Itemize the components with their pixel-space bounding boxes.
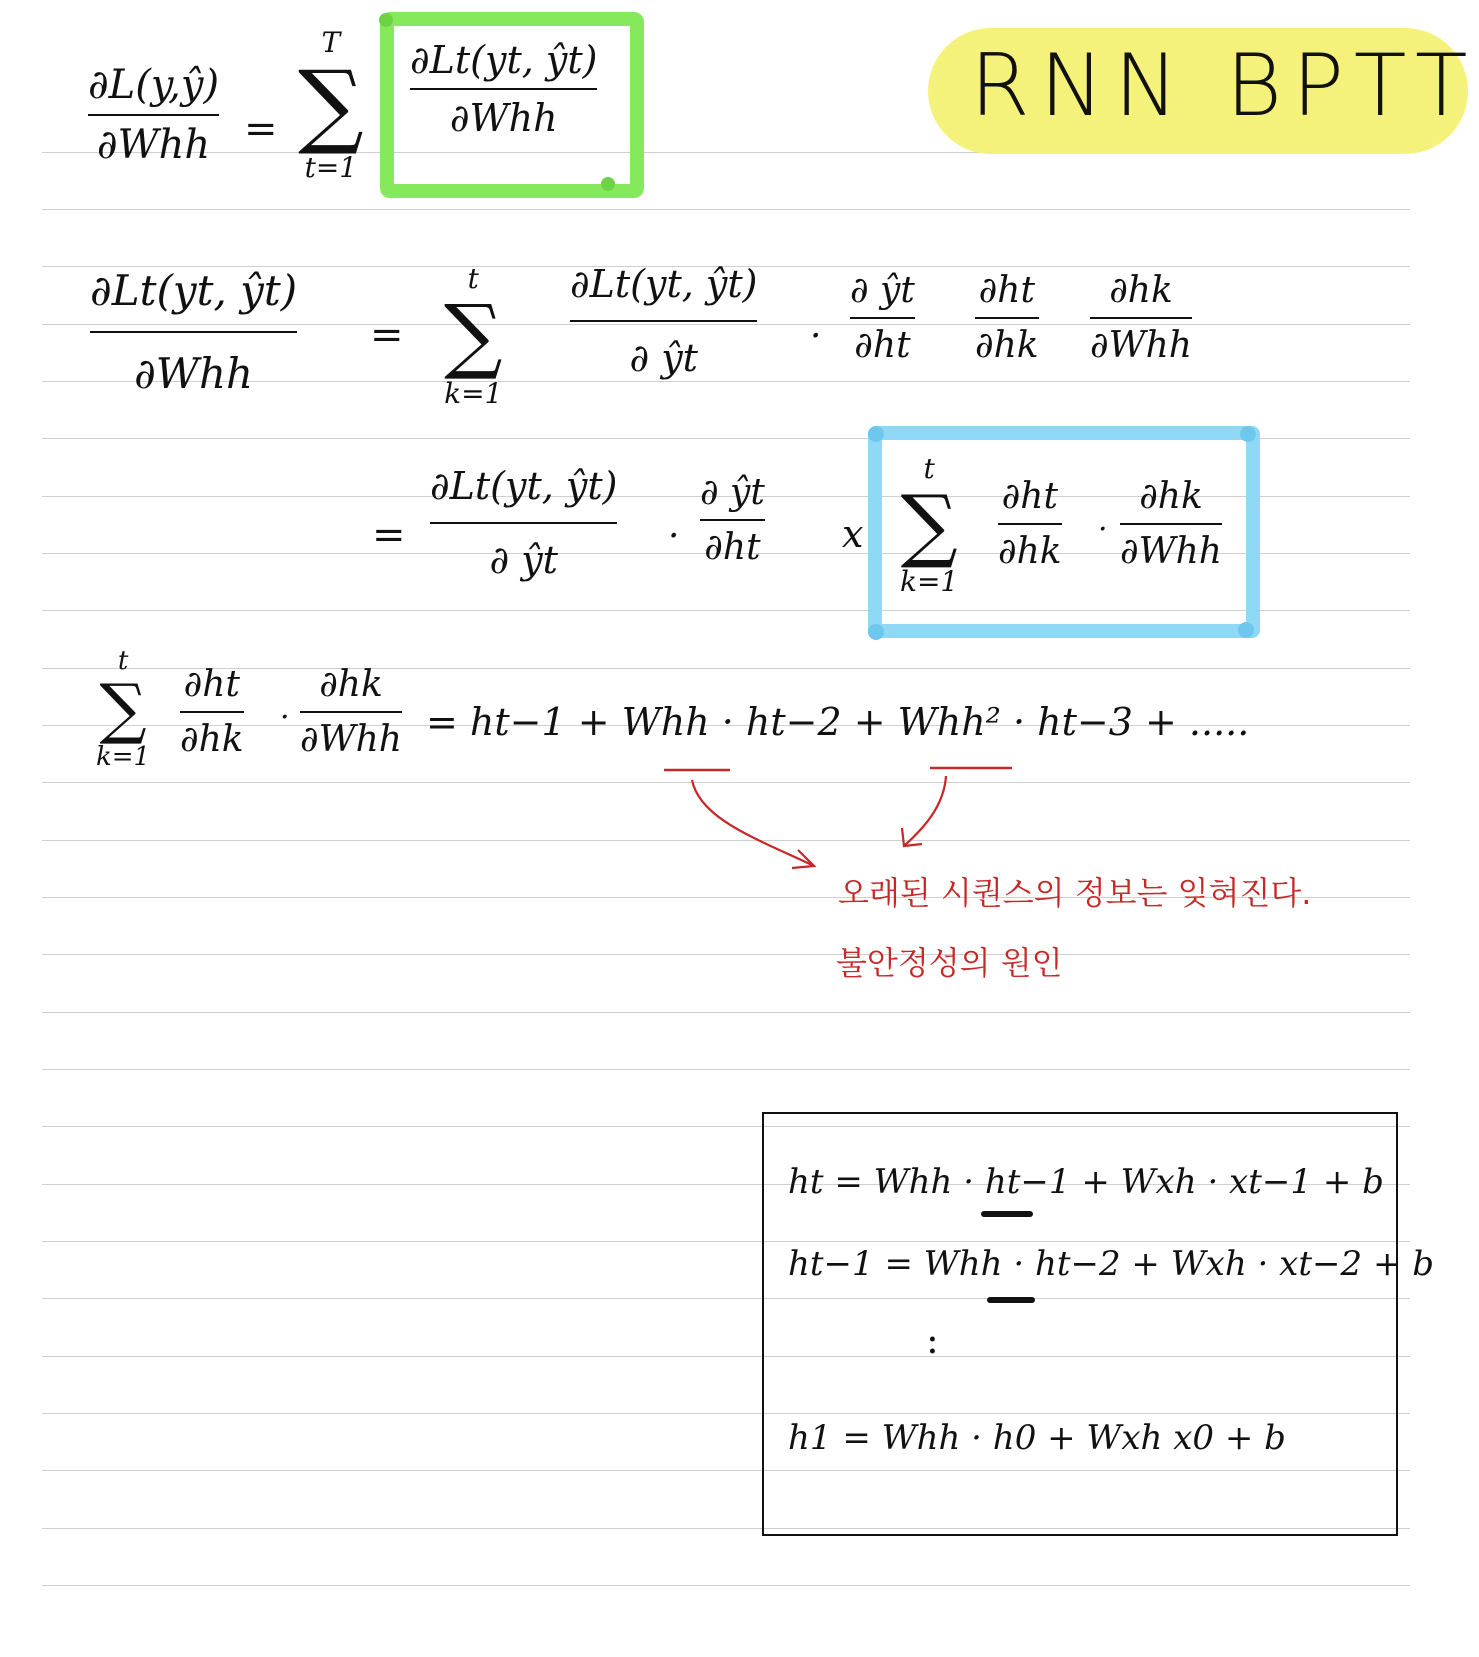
- ruled-line: [42, 1012, 1410, 1013]
- red-arrowhead-left: [792, 850, 814, 868]
- eq3-times: x: [842, 512, 864, 556]
- fraction-bar: [998, 523, 1062, 525]
- eq2-dot: ·: [810, 316, 822, 357]
- sigma-symbol: ∑: [444, 288, 503, 383]
- eq3-sum-lower: k=1: [900, 565, 959, 598]
- eq2-factor2: [850, 270, 915, 366]
- fraction-bar: [570, 320, 757, 322]
- fraction-bar: [975, 317, 1039, 319]
- eq2-lhs-fraction: [90, 266, 297, 398]
- eq2-factor4-numerator: ∂hk: [1109, 270, 1173, 311]
- eq2-factor2-numerator: ∂ ŷt: [850, 270, 915, 311]
- eq3-dot: ·: [668, 516, 680, 557]
- eq1-lhs-numerator: ∂L(y,ŷ): [88, 62, 220, 108]
- fraction-bar: [1090, 317, 1192, 319]
- recurrence-ellipsis: :: [926, 1318, 939, 1362]
- eq2-factor4-denominator: ∂Whh: [1090, 325, 1192, 366]
- red-arrowhead-right: [902, 828, 922, 846]
- eq2-factor1: [570, 262, 757, 380]
- eq3-equals: =: [372, 512, 406, 558]
- eq1-summation: [298, 26, 364, 184]
- eq3-factor2: [700, 472, 765, 568]
- fraction-bar: [180, 711, 244, 713]
- fraction-bar: [700, 519, 765, 521]
- fraction-bar: [1120, 523, 1222, 525]
- eq4-sum-upper: t: [117, 646, 129, 676]
- eq2-equals: =: [370, 312, 404, 358]
- eq3-factor4-numerator: ∂hk: [1139, 476, 1203, 517]
- eq2-sum-lower: k=1: [444, 377, 503, 410]
- eq3-factor4-denominator: ∂Whh: [1120, 531, 1222, 572]
- eq4-factor2-numerator: ∂hk: [319, 664, 383, 705]
- ruled-line: [42, 782, 1410, 783]
- eq2-lhs-denominator: ∂Whh: [134, 349, 254, 398]
- ruled-line: [42, 668, 1410, 669]
- eq3-sum-upper: t: [923, 452, 935, 485]
- eq1-sum-lower: t=1: [304, 151, 358, 184]
- eq1-lhs-denominator: ∂Whh: [96, 122, 211, 168]
- ruled-line: [42, 954, 1410, 955]
- eq2-factor2-denominator: ∂ht: [854, 325, 911, 366]
- ruled-line: [42, 840, 1410, 841]
- eq4-factor1-numerator: ∂ht: [183, 664, 240, 705]
- fraction-bar: [850, 317, 915, 319]
- eq3-summation: [900, 452, 958, 598]
- eq1-lhs-fraction: [88, 62, 219, 168]
- fraction-bar: [410, 88, 597, 90]
- eq3-factor4: [1120, 476, 1222, 572]
- eq3-factor3: [998, 476, 1062, 572]
- sigma-symbol: ∑: [298, 51, 364, 158]
- eq2-factor3: [975, 270, 1039, 366]
- fraction-bar: [88, 114, 219, 116]
- ruled-line: [42, 209, 1410, 210]
- eq3-factor3-numerator: ∂ht: [1001, 476, 1058, 517]
- sigma-symbol: ∑: [99, 670, 147, 747]
- annotation-forgetting: 오래된 시퀀스의 정보는 잊혀진다.: [838, 874, 1312, 912]
- eq2-factor3-denominator: ∂hk: [975, 325, 1039, 366]
- eq2-lhs-numerator: ∂Lt(yt, ŷt): [90, 266, 298, 315]
- eq1-rhs-numerator: ∂Lt(yt, ŷt): [410, 38, 598, 82]
- eq2-factor1-numerator: ∂Lt(yt, ŷt): [570, 262, 758, 306]
- eq3-factor2-numerator: ∂ ŷt: [700, 472, 765, 513]
- fraction-bar: [90, 331, 297, 333]
- eq2-sum-upper: t: [467, 262, 479, 295]
- annotation-instability: 불안정성의 원인: [836, 944, 1063, 982]
- eq4-factor1-denominator: ∂hk: [180, 719, 244, 760]
- red-arrow-left: [692, 780, 814, 866]
- eq4-factor1: [180, 664, 244, 760]
- eq3-factor3-denominator: ∂hk: [998, 531, 1062, 572]
- red-arrow-right: [904, 776, 946, 846]
- ruled-line: [42, 1585, 1410, 1586]
- recurrence-row-t: ht = Whh · ht−1 + Wxh · xt−1 + b: [788, 1162, 1384, 1202]
- eq2-factor4: [1090, 270, 1192, 366]
- eq4-factor2-denominator: ∂Whh: [300, 719, 402, 760]
- eq4-sum-lower: k=1: [96, 742, 151, 772]
- eq3-factor1-numerator: ∂Lt(yt, ŷt): [430, 464, 618, 508]
- sigma-symbol: ∑: [900, 478, 958, 571]
- eq2-factor1-denominator: ∂ ŷt: [629, 336, 698, 380]
- eq4-summation: [96, 646, 150, 772]
- eq3-factor1-denominator: ∂ ŷt: [489, 538, 558, 582]
- eq3-factor2-denominator: ∂ht: [704, 527, 761, 568]
- eq4-rhs-expansion: = ht−1 + Whh · ht−2 + Whh² · ht−3 + .....: [426, 700, 1250, 744]
- recurrence-row-1: h1 = Whh · h0 + Wxh x0 + b: [788, 1418, 1286, 1458]
- fraction-bar: [300, 711, 402, 713]
- eq2-summation: [444, 262, 503, 410]
- eq2-factor3-numerator: ∂ht: [978, 270, 1035, 311]
- eq1-sum-upper: T: [321, 26, 341, 59]
- eq1-equals: =: [244, 106, 278, 152]
- eq4-factor2: [300, 664, 402, 760]
- recurrence-row-t-minus-1: ht−1 = Whh · ht−2 + Wxh · xt−2 + b: [788, 1244, 1434, 1284]
- eq3-factor1: [430, 464, 617, 582]
- ruled-line: [42, 1069, 1410, 1070]
- eq4-dot: ·: [280, 700, 290, 735]
- page-title: RNN BPTT: [970, 36, 1478, 136]
- eq3-dot-2: ·: [1098, 512, 1108, 547]
- fraction-bar: [430, 522, 617, 524]
- eq1-rhs-fraction: [410, 38, 597, 140]
- eq1-rhs-denominator: ∂Whh: [449, 96, 558, 140]
